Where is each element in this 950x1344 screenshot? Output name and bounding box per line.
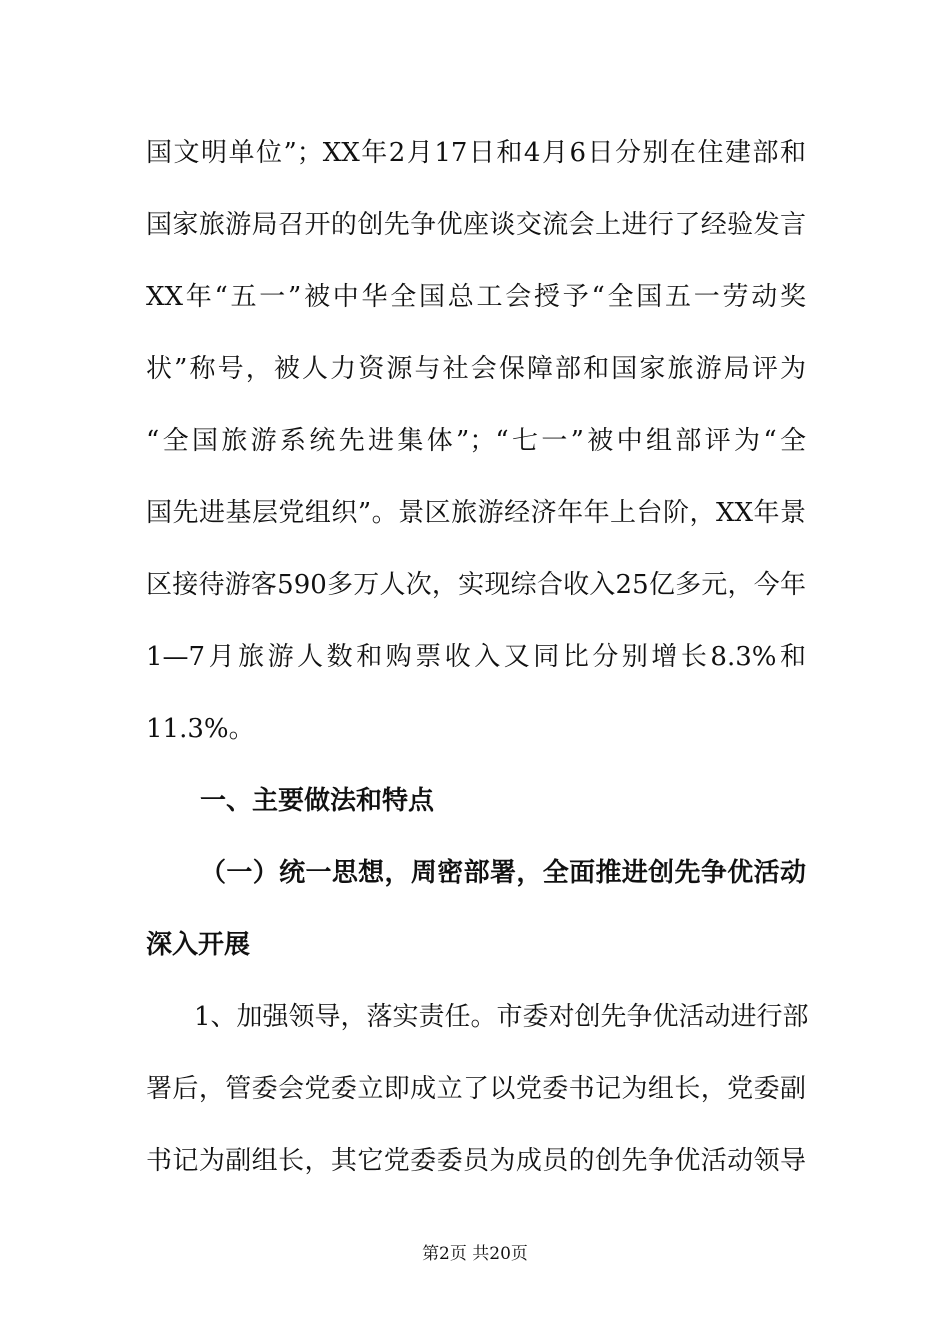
para2-line-1: 1、加强领导，落实责任。市委对创先争优活动进行部 <box>194 1002 809 1032</box>
body-line-3: XX年“五一”被中华全国总工会授予“全国五一劳动奖 <box>146 282 806 312</box>
body-line-5: “全国旅游系统先进集体”；“七一”被中组部评为“全 <box>146 426 806 456</box>
body-line-1: 国文明单位”；XX年2月17日和4月6日分别在住建部和 <box>146 138 806 168</box>
body-line-4: 状”称号，被人力资源与社会保障部和国家旅游局评为 <box>146 354 806 384</box>
body-line-8: 1—7月旅游人数和购票收入又同比分别增长8.3%和 <box>146 642 806 672</box>
body-line-7: 区接待游客590多万人次，实现综合收入25亿多元，今年 <box>146 570 806 600</box>
body-line-9: 11.3%。 <box>146 714 255 744</box>
section-heading-1: 一、主要做法和特点 <box>200 786 435 816</box>
body-line-2: 国家旅游局召开的创先争优座谈交流会上进行了经验发言 <box>146 210 806 240</box>
page-number-footer: 第2页 共20页 <box>422 1244 528 1264</box>
body-line-6: 国先进基层党组织”。景区旅游经济年年上台阶，XX年景 <box>146 498 806 528</box>
para2-line-2: 署后，管委会党委立即成立了以党委书记为组长，党委副 <box>146 1074 806 1104</box>
para2-line-3: 书记为副组长，其它党委委员为成员的创先争优活动领导 <box>146 1146 806 1176</box>
subsection-heading-line-2: 深入开展 <box>146 930 251 960</box>
subsection-heading-line-1: （一）统一思想，周密部署，全面推进创先争优活动 <box>200 858 806 888</box>
